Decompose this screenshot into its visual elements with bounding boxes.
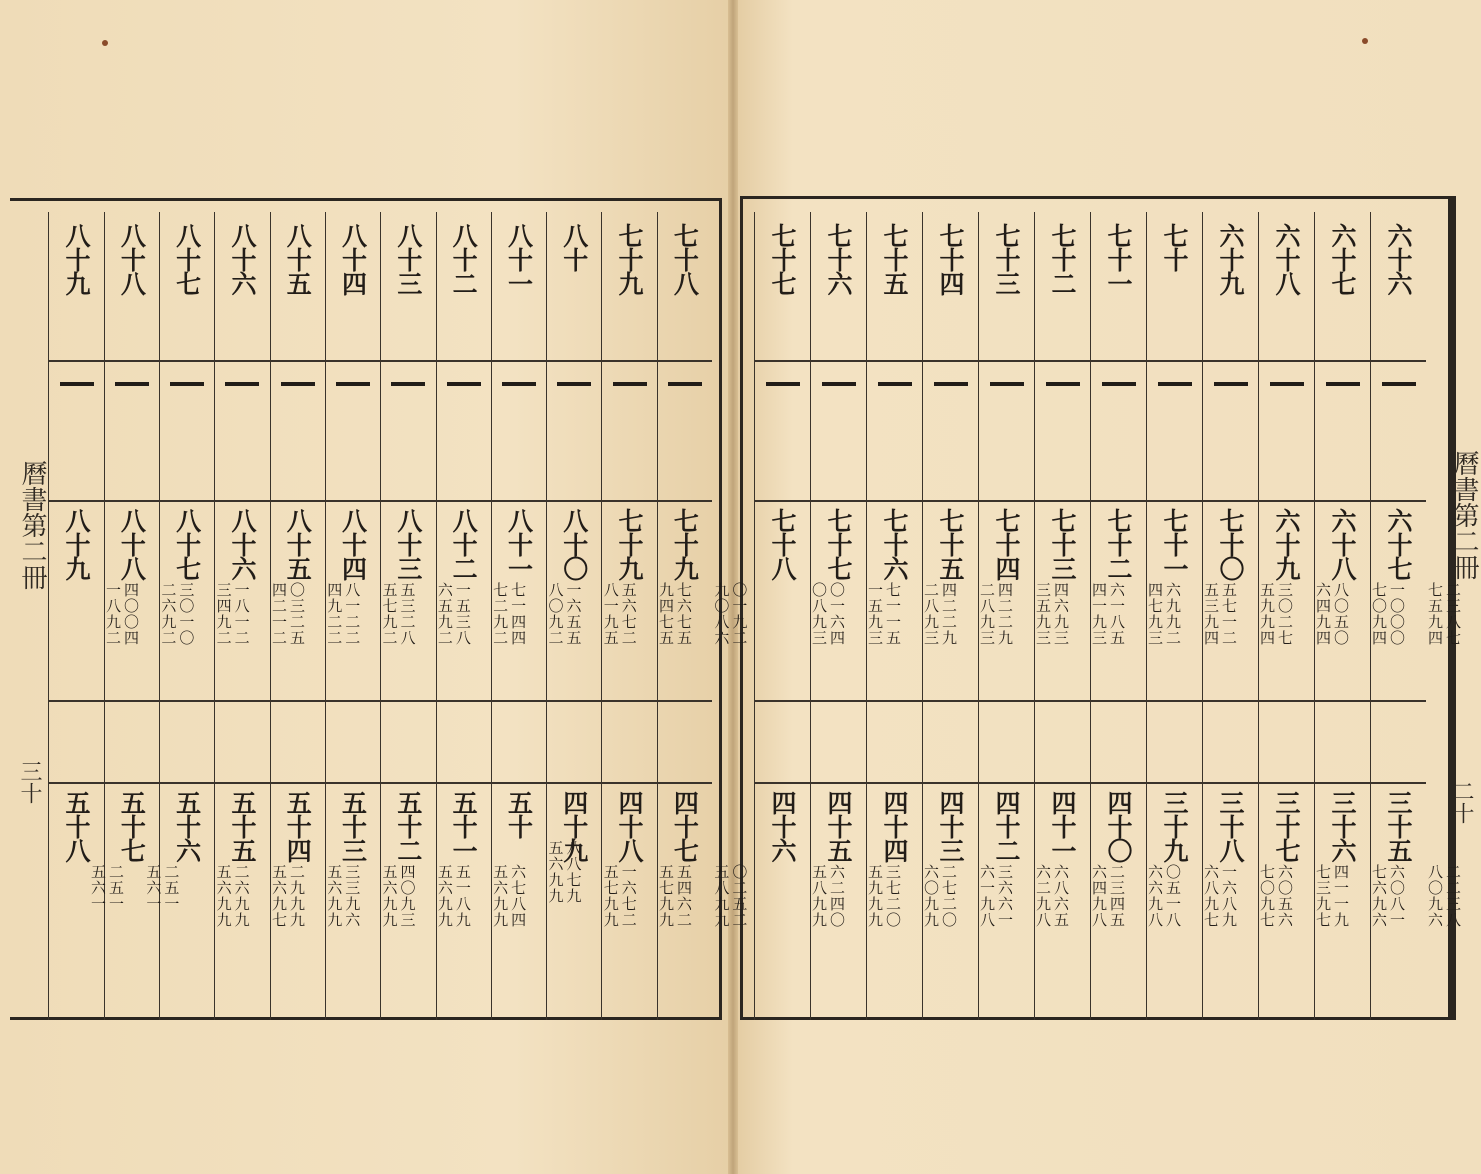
cell-subvalue: 四〇九三 (398, 864, 417, 928)
cell-subvalue: 五九九四 (1258, 582, 1276, 646)
one-stroke (336, 382, 370, 386)
cell-value: 八十七 (172, 508, 202, 580)
table-cell (326, 223, 380, 295)
cell-subvalue: 八八七九 (564, 840, 583, 904)
cell-subvalue: 三三九六 (343, 864, 362, 928)
cell-subvalue: 一六五五 (564, 582, 583, 646)
cell-value: 三十八 (1216, 790, 1245, 862)
cell-value: 六十八 (1328, 508, 1357, 580)
table-cell (49, 368, 103, 386)
table-cell (105, 223, 159, 295)
cell-subvalue: 四二二九 (940, 582, 958, 646)
right-margin-title: 曆書第二冊 (1449, 450, 1479, 580)
cell-subvalue: 六一九八 (978, 864, 996, 928)
table-cell (160, 223, 214, 295)
cell-subvalue: 八〇九六 (1426, 864, 1444, 928)
cell-subvalue: 五六七二 (619, 582, 638, 646)
cell-subvalue: 五六九九 (491, 864, 510, 928)
cell-subvalue: 七二九二 (491, 582, 510, 646)
one-stroke (557, 382, 591, 386)
cell-value: 七十五 (880, 223, 909, 295)
one-stroke (1382, 382, 1416, 386)
cell-subvalue: 八一二二 (343, 582, 362, 646)
cell-subvalue: 七六九六 (1370, 864, 1388, 928)
cell-subvalue: 六一八五 (1108, 582, 1126, 646)
cell-value: 八十五 (283, 508, 313, 580)
cell-subvalue: 五六九七 (269, 864, 288, 928)
cell-subvalue: 二七二〇 (940, 864, 958, 928)
one-stroke (1046, 382, 1080, 386)
cell-subvalue: 五六九九 (546, 840, 565, 904)
table-cell (1259, 223, 1314, 295)
cell-value: 三十六 (1328, 790, 1357, 862)
cell-subvalue: 六五九二 (435, 582, 454, 646)
cell-value: 五十二 (393, 790, 423, 862)
cell-value: 五十五 (227, 790, 257, 862)
cell-value: 七十三 (1048, 508, 1077, 580)
cell-subvalue: 五八九九 (810, 864, 828, 928)
cell-subvalue: 五六九九 (380, 864, 399, 928)
table-cell (923, 223, 978, 295)
cell-subvalue: 四二一二 (269, 582, 288, 646)
cell-value: 八十六 (227, 508, 257, 580)
cell-value: 四十六 (768, 790, 797, 862)
cell-subvalue: 七〇九七 (1258, 864, 1276, 928)
table-cell (1147, 223, 1202, 271)
cell-value: 四十八 (615, 790, 645, 862)
cell-subvalue: 六六九八 (1146, 864, 1164, 928)
cell-value: 八十二 (449, 223, 479, 295)
cell-value: 八十 (559, 223, 589, 271)
cell-subvalue: 二五一 (162, 864, 181, 912)
one-stroke (766, 382, 800, 386)
cell-subvalue: 五六九九 (435, 864, 454, 928)
table-cell (979, 223, 1034, 295)
cell-value: 七十八 (768, 508, 797, 580)
cell-value: 三十五 (1384, 790, 1413, 862)
cell-subvalue: 七〇九四 (1370, 582, 1388, 646)
cell-subvalue: 一六七二 (619, 864, 638, 928)
cell-value: 七十 (1160, 223, 1189, 271)
table-cell (602, 368, 656, 386)
one-stroke (502, 382, 536, 386)
cell-subvalues (15, 582, 141, 646)
cell-value: 五十四 (283, 790, 313, 862)
cell-subvalue: 六九九二 (1164, 582, 1182, 646)
cell-value: 六十八 (1272, 223, 1301, 295)
cell-value: 八十四 (338, 223, 368, 295)
cell-value: 七十二 (1104, 508, 1133, 580)
cell-value: 七十九 (670, 508, 700, 580)
table-cell (105, 368, 159, 386)
cell-subvalue: 七六七五 (675, 582, 694, 646)
cell-subvalue: 〇一九二 (730, 582, 749, 646)
one-stroke (447, 382, 481, 386)
one-stroke (170, 382, 204, 386)
table-cell (1259, 368, 1314, 386)
table-cell (1035, 368, 1090, 386)
cell-subvalue: 一八九二 (104, 582, 123, 646)
one-stroke (60, 382, 94, 386)
cell-subvalue: 七一四四 (509, 582, 528, 646)
cell-subvalue: 二三八七 (1444, 582, 1462, 646)
cell-subvalue: 〇三二五 (287, 582, 306, 646)
one-stroke (115, 382, 149, 386)
table-cell (271, 223, 325, 295)
cell-value: 八十三 (393, 508, 423, 580)
cell-subvalue: 九四七五 (657, 582, 676, 646)
table-cell (1091, 223, 1146, 295)
table-cell (867, 368, 922, 386)
one-stroke (1326, 382, 1360, 386)
cell-subvalue: 三〇一〇 (177, 582, 196, 646)
cell-subvalue: 一八一二 (232, 582, 251, 646)
cell-subvalue: 六八九七 (1202, 864, 1220, 928)
cell-subvalue: 二八九三 (922, 582, 940, 646)
one-stroke (225, 382, 259, 386)
cell-subvalue: 六二四〇 (828, 864, 846, 928)
table-cell (923, 368, 978, 386)
cell-subvalue: 三四九二 (214, 582, 233, 646)
cell-value: 六十七 (1328, 223, 1357, 295)
cell-value: 七十六 (824, 223, 853, 295)
table-cell (437, 223, 491, 295)
cell-value: 七十〇 (1216, 508, 1245, 580)
cell-value: 五十 (504, 790, 534, 838)
cell-subvalue: 四〇〇四 (122, 582, 141, 646)
cell-value: 四十九 (559, 790, 589, 862)
table-cell (49, 790, 126, 912)
table-cell (1371, 368, 1426, 386)
cell-subvalue: 五三二八 (398, 582, 417, 646)
table-cell (215, 223, 269, 295)
cell-value: 七十一 (1104, 223, 1133, 295)
cell-value: 七十九 (615, 508, 645, 580)
cell-value: 八十一 (504, 508, 534, 580)
cell-value: 八十一 (504, 223, 534, 295)
cell-value: 七十九 (615, 223, 645, 295)
table-cell (1035, 223, 1090, 295)
cell-subvalue: 一五三八 (453, 582, 472, 646)
cell-subvalue: 三七二〇 (884, 864, 902, 928)
cell-subvalue: 六七八四 (509, 864, 528, 928)
cell-value: 七十八 (670, 223, 700, 295)
table-cell (1203, 223, 1258, 295)
cell-subvalue: 二八九三 (978, 582, 996, 646)
cell-subvalue: 五六一 (144, 864, 163, 912)
cell-subvalue: 六〇九九 (922, 864, 940, 928)
cell-value: 七十四 (992, 508, 1021, 580)
cell-subvalue: 五八九九 (712, 864, 731, 928)
table-cell (811, 223, 866, 295)
cell-value: 四十一 (1048, 790, 1077, 862)
cell-subvalue: 五六九九 (325, 864, 344, 928)
cell-value: 五十七 (117, 790, 147, 862)
cell-value: 七十七 (768, 223, 797, 295)
cell-subvalue: 二六九二 (159, 582, 178, 646)
table-cell (1371, 223, 1426, 295)
left-margin-title: 曆書第二冊 (17, 460, 47, 590)
cell-value: 五十八 (62, 790, 92, 862)
cell-subvalue: 二二三八 (1444, 864, 1462, 928)
cell-value: 八十二 (449, 508, 479, 580)
right-folio: 二十 (1449, 780, 1474, 824)
cell-subvalue: 五七一二 (1220, 582, 1238, 646)
cell-subvalue: 五三九四 (1202, 582, 1220, 646)
cell-value: 六十九 (1216, 223, 1245, 295)
cell-value: 八十七 (172, 223, 202, 295)
cell-subvalue: 〇一六四 (828, 582, 846, 646)
table-cell (160, 368, 214, 386)
cell-subvalue: 五六九九 (214, 864, 233, 928)
cell-value: 七十六 (880, 508, 909, 580)
cell-value: 五十三 (338, 790, 368, 862)
table-cell (658, 368, 712, 386)
table-cell (1147, 368, 1202, 386)
table-cell (215, 368, 269, 386)
cell-subvalue: 三五九三 (1034, 582, 1052, 646)
cell-value: 八十四 (338, 508, 368, 580)
cell-subvalue: 五一八九 (453, 864, 472, 928)
table-cell (326, 368, 380, 386)
cell-value: 七十五 (936, 508, 965, 580)
cell-subvalue: 六〇八一 (1388, 864, 1406, 928)
cell-subvalues (30, 864, 126, 912)
cell-subvalue: 五七九九 (657, 864, 676, 928)
cell-subvalue: 四一一九 (1332, 864, 1350, 928)
cell-value: 七十三 (992, 223, 1021, 295)
table-cell (271, 368, 325, 386)
table-cell (867, 223, 922, 295)
cell-subvalue: 四二二九 (996, 582, 1014, 646)
ink-spot (1362, 38, 1368, 44)
table-cell (381, 223, 435, 295)
cell-subvalue: 二九九九 (287, 864, 306, 928)
cell-value: 四十三 (936, 790, 965, 862)
left-folio: 三十 (17, 760, 42, 804)
table-cell (1315, 223, 1370, 295)
one-stroke (878, 382, 912, 386)
cell-subvalue: 〇二五二 (730, 864, 749, 928)
cell-subvalue: 一六八九 (1220, 864, 1238, 928)
one-stroke (1158, 382, 1192, 386)
cell-subvalue: 六〇五六 (1276, 864, 1294, 928)
table-cell (492, 223, 546, 295)
one-stroke (934, 382, 968, 386)
cell-subvalue: 二五一 (107, 864, 126, 912)
cell-value: 七十七 (824, 508, 853, 580)
table-cell (492, 368, 546, 386)
table-cell (547, 368, 601, 386)
cell-subvalue: 六四九八 (1090, 864, 1108, 928)
cell-subvalue: 七三九七 (1314, 864, 1332, 928)
table-cell (1091, 368, 1146, 386)
table-cell (755, 368, 810, 386)
cell-subvalue: 二六九九 (232, 864, 251, 928)
table-cell (979, 368, 1034, 386)
cell-subvalue: 一五九三 (866, 582, 884, 646)
cell-value: 七十二 (1048, 223, 1077, 295)
table-cell (658, 223, 712, 295)
cell-subvalue: 六八六五 (1052, 864, 1070, 928)
cell-value: 七十四 (936, 223, 965, 295)
cell-value: 六十七 (1384, 508, 1413, 580)
cell-value: 六十六 (1384, 223, 1413, 295)
cell-value: 五十六 (172, 790, 202, 862)
cell-subvalue: 四一九三 (1090, 582, 1108, 646)
cell-subvalue: 九〇八六 (712, 582, 731, 646)
cell-subvalues (721, 582, 844, 646)
one-stroke (990, 382, 1024, 386)
cell-value: 六十九 (1272, 508, 1301, 580)
cell-value: 七十一 (1160, 508, 1189, 580)
cell-value: 八十〇 (559, 508, 589, 580)
cell-subvalue: 七一一五 (884, 582, 902, 646)
table-cell (602, 223, 656, 295)
one-stroke (281, 382, 315, 386)
cell-value: 八十五 (283, 223, 313, 295)
cell-value: 八十九 (62, 223, 92, 295)
cell-value: 三十七 (1272, 790, 1301, 862)
cell-subvalue: 五四六二 (675, 864, 694, 928)
cell-subvalue: 三〇二七 (1276, 582, 1294, 646)
cell-value: 四十四 (880, 790, 909, 862)
cell-value: 四十二 (992, 790, 1021, 862)
one-stroke (822, 382, 856, 386)
cell-value: 八十三 (393, 223, 423, 295)
cell-subvalue: 二三四五 (1108, 864, 1126, 928)
cell-value: 四十七 (670, 790, 700, 862)
one-stroke (1102, 382, 1136, 386)
cell-subvalue: 四六九三 (1052, 582, 1070, 646)
cell-subvalue: 一〇〇〇 (1388, 582, 1406, 646)
cell-value: 四十五 (824, 790, 853, 862)
one-stroke (391, 382, 425, 386)
table-cell (1315, 368, 1370, 386)
table-cell (437, 368, 491, 386)
table-cell (1203, 368, 1258, 386)
table-cell (381, 368, 435, 386)
ink-spot (102, 40, 108, 46)
cell-subvalue: 七五九四 (1426, 582, 1444, 646)
cell-value: 八十六 (227, 223, 257, 295)
cell-subvalue: 五七九二 (380, 582, 399, 646)
cell-value: 五十一 (449, 790, 479, 862)
cell-subvalue: 三六六一 (996, 864, 1014, 928)
table-cell (49, 223, 103, 295)
cell-value: 八十八 (117, 223, 147, 295)
cell-subvalue: 五九九九 (866, 864, 884, 928)
cell-subvalue: 六二九八 (1034, 864, 1052, 928)
one-stroke (668, 382, 702, 386)
cell-subvalue: 八〇五〇 (1332, 582, 1350, 646)
cell-subvalues (721, 864, 844, 928)
cell-value: 八十九 (62, 508, 92, 580)
cell-value: 四十〇 (1104, 790, 1133, 862)
cell-subvalue: 六四九四 (1314, 582, 1332, 646)
cell-subvalue: 〇五一八 (1164, 864, 1182, 928)
cell-subvalue: 八一九五 (601, 582, 620, 646)
cell-subvalue: 五六一 (89, 864, 108, 912)
one-stroke (1214, 382, 1248, 386)
table-cell (755, 223, 810, 295)
table-cell (811, 368, 866, 386)
cell-subvalue: 四七九三 (1146, 582, 1164, 646)
one-stroke (1270, 382, 1304, 386)
one-stroke (613, 382, 647, 386)
cell-subvalue: 〇八九三 (810, 582, 828, 646)
cell-subvalue: 五七九九 (601, 864, 620, 928)
cell-subvalue: 四九二二 (325, 582, 344, 646)
cell-subvalue: 八〇九二 (546, 582, 565, 646)
cell-value: 八十八 (117, 508, 147, 580)
table-cell (547, 223, 601, 271)
cell-value: 三十九 (1160, 790, 1189, 862)
